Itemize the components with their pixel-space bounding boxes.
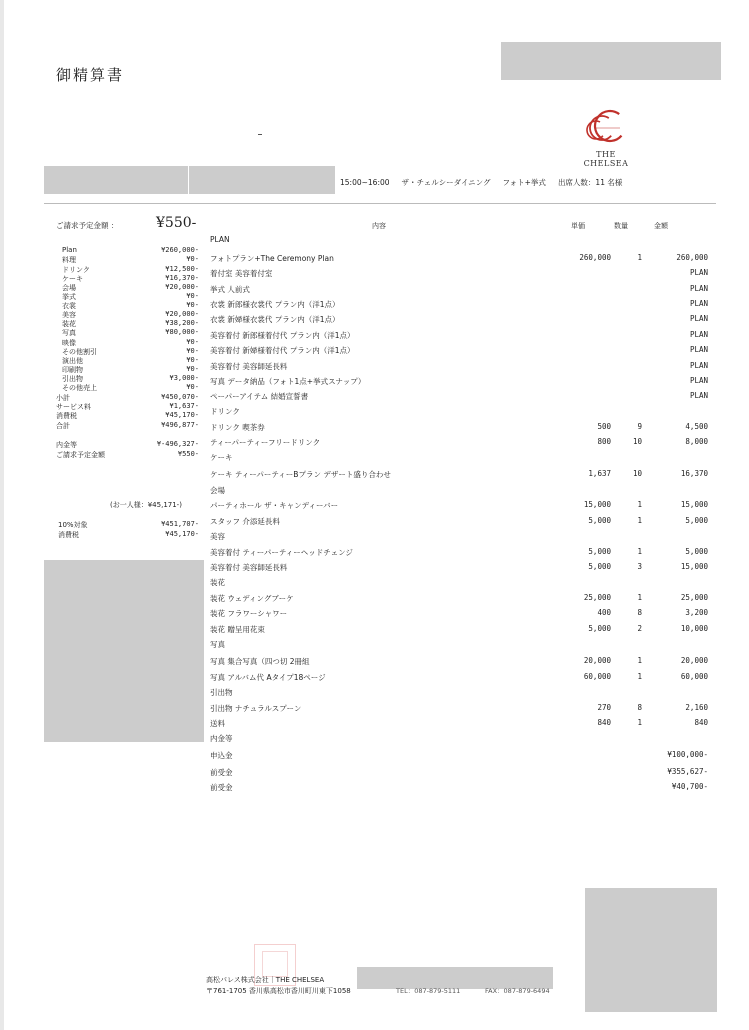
summary-value: ¥80,000- (165, 328, 199, 336)
item-amount: 15,000 (680, 562, 708, 571)
summary-value: ¥550- (177, 450, 199, 458)
summary-label: 内金等 (56, 441, 77, 449)
item-qty: 10 (632, 469, 642, 478)
summary-label: 衣裳 (62, 302, 76, 310)
item-amount: PLAN (689, 268, 708, 277)
item-amount: 60,000 (680, 672, 708, 681)
item-qty: 1 (637, 253, 642, 262)
redacted-block-left (44, 560, 204, 742)
header-qty: 数量 (614, 222, 628, 230)
redacted-block-top-right (501, 42, 721, 80)
table-row (210, 687, 708, 701)
logo-brand-text (572, 150, 640, 168)
tax-value: ¥45,170- (165, 530, 199, 538)
item-amount: PLAN (689, 330, 708, 339)
item-amount: 10,000 (680, 624, 708, 633)
scan-mark (258, 134, 262, 135)
table-row (210, 624, 708, 638)
item-amount: ¥100,000- (667, 750, 708, 759)
table-row (210, 577, 708, 591)
item-amount: 8,000 (685, 437, 708, 446)
tax-label: 消費税 (58, 531, 79, 539)
item-qty: 3 (637, 562, 642, 571)
table-row (210, 500, 708, 514)
table-row (210, 253, 708, 267)
item-name: 写真 アルバム代 Aタイプ18ページ (210, 673, 326, 682)
item-qty: 1 (637, 547, 642, 556)
item-amount: 840 (694, 718, 708, 727)
item-name: PLAN (210, 235, 230, 244)
item-name: 前受金 (210, 783, 233, 792)
table-row (210, 235, 708, 249)
event-info (340, 177, 634, 188)
table-row (210, 718, 708, 732)
item-unit-price: 1,637 (588, 469, 611, 478)
item-name: 装花 (210, 578, 225, 587)
table-row (210, 345, 708, 359)
table-row (210, 547, 708, 561)
summary-value: ¥-496,327- (156, 440, 199, 448)
paper-edge (0, 0, 4, 1030)
document-title: 御精算書 (56, 66, 125, 84)
summary-row (56, 411, 199, 421)
summary-value: ¥496,877- (161, 421, 199, 429)
item-name: 美容 (210, 532, 225, 541)
footer-tel: TEL：087-879-5111 (396, 987, 461, 995)
tax-row (56, 530, 199, 540)
header-amount: 金額 (654, 222, 668, 230)
summary-value: ¥450,070- (161, 393, 199, 401)
item-amount: PLAN (689, 314, 708, 323)
summary-value: ¥260,000- (161, 246, 199, 254)
summary-label: 映像 (62, 339, 76, 347)
item-name: 美容着付 新郎様着付代 プラン内（洋1点） (210, 331, 355, 340)
item-amount: PLAN (689, 284, 708, 293)
table-row (210, 299, 708, 313)
item-amount: 16,370 (680, 469, 708, 478)
item-amount: 20,000 (680, 656, 708, 665)
table-row (210, 330, 708, 344)
table-row (210, 767, 708, 781)
item-unit-price: 500 (597, 422, 611, 431)
summary-label: ご請求予定金額 (56, 451, 105, 459)
item-amount: 5,000 (685, 516, 708, 525)
summary-value: ¥0- (186, 365, 199, 373)
item-amount: ¥355,627- (667, 767, 708, 776)
event-time: 15:00~16:00 (340, 178, 390, 187)
item-qty: 2 (637, 624, 642, 633)
tax-value: ¥451,707- (161, 520, 199, 528)
redacted-block-header-mid (189, 166, 335, 194)
item-name: 写真 データ納品（フォト1点+挙式スナップ） (210, 377, 366, 386)
summary-value: ¥0- (186, 356, 199, 364)
item-amount: PLAN (689, 345, 708, 354)
redacted-block-bottom-right (585, 888, 717, 1012)
item-qty: 9 (637, 422, 642, 431)
summary-row (56, 383, 199, 393)
summary-row (56, 421, 199, 431)
event-venue: ザ・チェルシーダイニング (401, 178, 491, 187)
item-name: ドリンク 喫茶券 (210, 423, 265, 432)
logo-brand-line1: THE (596, 150, 616, 159)
item-name: フォトプラン+The Ceremony Plan (210, 254, 334, 263)
item-amount: 2,160 (685, 703, 708, 712)
header-divider (44, 203, 716, 204)
item-name: ケーキ ティーパーティーBプラン デザート盛り合わせ (210, 470, 391, 479)
table-row (210, 516, 708, 530)
table-row (210, 593, 708, 607)
item-qty: 8 (637, 703, 642, 712)
tax-row (56, 520, 199, 530)
summary-value: ¥12,500- (165, 265, 199, 273)
item-name: 装花 贈呈用花束 (210, 625, 265, 634)
summary-label: 挙式 (62, 293, 76, 301)
item-name: スタッフ 介添延長料 (210, 517, 280, 526)
table-row (210, 750, 708, 764)
item-name: 送料 (210, 719, 225, 728)
summary-label: Plan (62, 246, 77, 254)
summary-label: 小計 (56, 394, 70, 402)
item-qty: 8 (637, 608, 642, 617)
table-row (210, 406, 708, 420)
summary-value: ¥45,170- (165, 411, 199, 419)
item-name: 引出物 (210, 688, 233, 697)
event-guests: 出席人数：11 名様 (557, 178, 623, 187)
summary-value: ¥0- (186, 383, 199, 391)
summary-label: 消費税 (56, 412, 77, 420)
item-qty: 1 (637, 500, 642, 509)
summary-value: ¥0- (186, 338, 199, 346)
company-seal-inner (262, 951, 288, 977)
summary-label: ケーキ (62, 275, 83, 283)
logo-brand-line2: CHELSEA (583, 159, 629, 168)
item-amount: PLAN (689, 376, 708, 385)
summary-label: 合計 (56, 422, 70, 430)
summary-label: 会場 (62, 284, 76, 292)
item-name: 美容着付 美容師延長料 (210, 362, 288, 371)
item-unit-price: 5,000 (588, 547, 611, 556)
summary-label: 演出他 (62, 357, 83, 365)
item-unit-price: 400 (597, 608, 611, 617)
item-amount: 260,000 (676, 253, 708, 262)
item-name: 写真 (210, 640, 225, 649)
table-row (210, 485, 708, 499)
summary-label: 印刷物 (62, 366, 83, 374)
item-name: 衣裳 新婦様衣裳代 プラン内（洋1点） (210, 315, 340, 324)
summary-label: その他割引 (62, 348, 97, 356)
item-name: ティーパーティーフリードリンク (210, 438, 321, 447)
item-name: ドリンク (210, 407, 240, 416)
billed-amount: ¥550- (156, 215, 197, 231)
item-unit-price: 60,000 (583, 672, 611, 681)
item-amount: 5,000 (685, 547, 708, 556)
summary-label: その他売上 (62, 384, 97, 392)
table-row (210, 531, 708, 545)
summary-row (56, 255, 199, 265)
table-row (210, 562, 708, 576)
header-unit-price: 単価 (571, 222, 585, 230)
item-name: ケーキ (210, 453, 233, 462)
summary-label: 装花 (62, 320, 76, 328)
table-row (210, 733, 708, 747)
item-name: 装花 ウェディングブーケ (210, 594, 294, 603)
item-amount: PLAN (689, 391, 708, 400)
table-row (210, 452, 708, 466)
item-name: 美容着付 ティーパーティーヘッドチェンジ (210, 548, 353, 557)
table-row (210, 361, 708, 375)
summary-value: ¥3,000- (169, 374, 199, 382)
table-row (210, 608, 708, 622)
item-name: 着付室 美容着付室 (210, 269, 273, 278)
item-qty: 1 (637, 516, 642, 525)
item-amount: 3,200 (685, 608, 708, 617)
footer-company: 高松パレス株式会社｜THE CHELSEA (206, 976, 325, 984)
event-plan: フォト+挙式 (502, 178, 546, 187)
item-name: 会場 (210, 486, 225, 495)
table-row (210, 268, 708, 282)
header-item: 内容 (372, 222, 386, 230)
table-row (210, 391, 708, 405)
table-row (210, 422, 708, 436)
summary-value: ¥20,000- (165, 283, 199, 291)
redacted-block-header-left (44, 166, 188, 194)
summary-label: サービス料 (56, 403, 91, 411)
item-unit-price: 5,000 (588, 562, 611, 571)
summary-value: ¥20,000- (165, 310, 199, 318)
per-person-amount: (お一人様：¥45,171-) (110, 501, 182, 509)
item-unit-price: 5,000 (588, 624, 611, 633)
item-name: 装花 フラワーシャワー (210, 609, 288, 618)
billed-label: ご請求予定金額 ： (56, 221, 119, 230)
summary-value: ¥0- (186, 347, 199, 355)
summary-row (56, 450, 199, 460)
item-qty: 1 (637, 718, 642, 727)
summary-row (56, 328, 199, 338)
footer-address: 〒761-1705 香川県高松市香川町川東下1058 (206, 987, 351, 995)
table-row (210, 656, 708, 670)
summary-value: ¥16,370- (165, 274, 199, 282)
summary-label: 写真 (62, 329, 76, 337)
summary-value: ¥38,200- (165, 319, 199, 327)
item-qty: 1 (637, 593, 642, 602)
summary-row (56, 440, 199, 450)
item-name: パーティホール ザ・キャンディーバー (210, 501, 339, 510)
item-unit-price: 15,000 (583, 500, 611, 509)
table-row (210, 672, 708, 686)
item-name: 美容着付 美容師延長料 (210, 563, 288, 572)
summary-value: ¥0- (186, 255, 199, 263)
item-unit-price: 25,000 (583, 593, 611, 602)
item-name: 美容着付 新婦様着付代 プラン内（洋1点） (210, 346, 355, 355)
table-row (210, 782, 708, 796)
item-unit-price: 840 (597, 718, 611, 727)
item-amount: ¥40,700- (671, 782, 708, 791)
item-name: 申込金 (210, 751, 233, 760)
item-unit-price: 800 (597, 437, 611, 446)
item-name: 引出物 ナチュラルスプーン (210, 704, 302, 713)
summary-label: 引出物 (62, 375, 83, 383)
item-unit-price: 270 (597, 703, 611, 712)
item-qty: 1 (637, 672, 642, 681)
tax-label: 10%対象 (58, 521, 88, 529)
table-row (210, 703, 708, 717)
item-amount: 4,500 (685, 422, 708, 431)
item-unit-price: 20,000 (583, 656, 611, 665)
summary-label: 美容 (62, 311, 76, 319)
item-qty: 10 (632, 437, 642, 446)
item-amount: PLAN (689, 361, 708, 370)
table-row (210, 314, 708, 328)
item-name: ペーパーアイテム 結婚宣誓書 (210, 392, 309, 401)
table-row (210, 437, 708, 451)
summary-label: 料理 (62, 256, 76, 264)
item-amount: 25,000 (680, 593, 708, 602)
item-amount: 15,000 (680, 500, 708, 509)
item-name: 前受金 (210, 768, 233, 777)
item-amount: PLAN (689, 299, 708, 308)
table-row (210, 284, 708, 298)
summary-value: ¥1,637- (169, 402, 199, 410)
footer-fax: FAX：087-879-6494 (485, 987, 550, 995)
item-unit-price: 5,000 (588, 516, 611, 525)
item-name: 内金等 (210, 734, 233, 743)
summary-label: ドリンク (62, 266, 90, 274)
item-name: 挙式 人前式 (210, 285, 250, 294)
summary-value: ¥0- (186, 301, 199, 309)
table-row (210, 469, 708, 483)
item-name: 写真 集合写真（四つ切 2冊組 (210, 657, 310, 666)
item-unit-price: 260,000 (579, 253, 611, 262)
summary-value: ¥0- (186, 292, 199, 300)
table-row (210, 639, 708, 653)
item-qty: 1 (637, 656, 642, 665)
table-row (210, 376, 708, 390)
item-name: 衣裳 新郎様衣裳代 プラン内（洋1点） (210, 300, 340, 309)
